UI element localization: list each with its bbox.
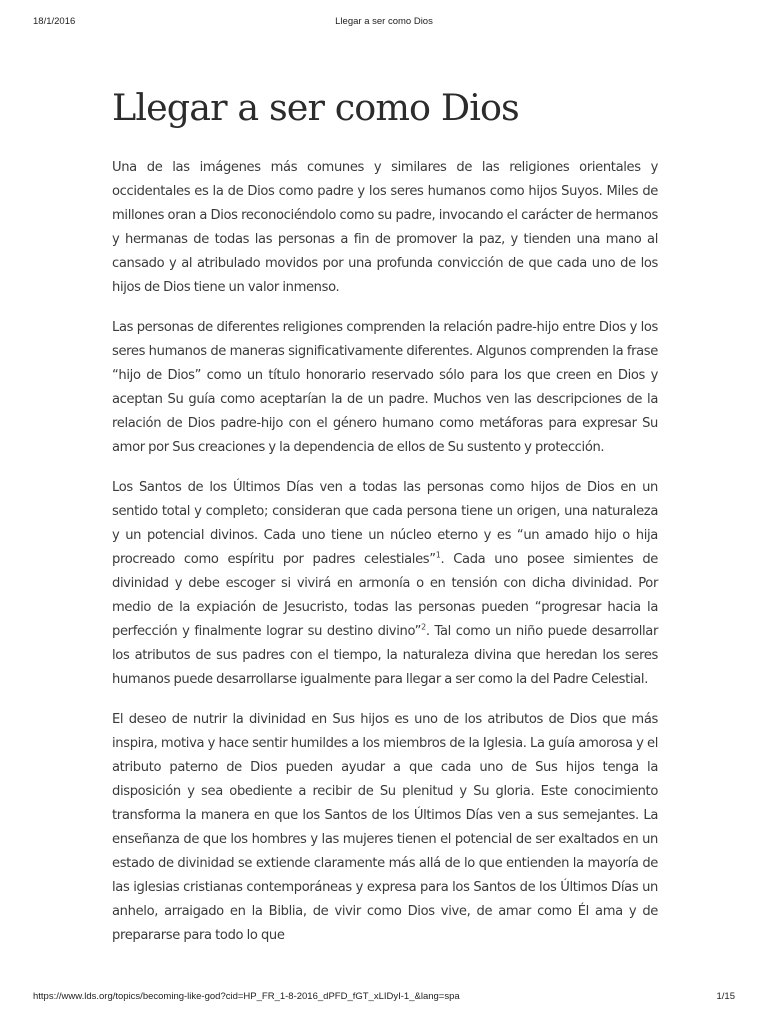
footnote-ref-2: 2 (421, 622, 426, 632)
paragraph-2: Las personas de diferentes religiones comprenden la relación padre-hijo entre Dios y los seres humanos de maneras significativamente diferentes. Algunos comprenden la frase “hijo de Dios” como un título honorario reservado sólo para los que creen en Dios y aceptan Su guía como aceptarían la de un padre. Muchos ven las descripciones de la relación de Dios padre-hijo con el género humano como metáforas para expresar Su amor por Sus creaciones y la dependencia de ellos de Su sustento y protección. (112, 320, 658, 455)
paragraph-4: El deseo de nutrir la divinidad en Sus hijos es uno de los atributos de Dios que más inspira, motiva y hace sentir humildes a los miembros de la Iglesia. La guía amorosa y el atributo paterno de Dios pueden ayudar a que cada uno de Sus hijos tenga la disposición y sea obediente a recibir de Su plenitud y Su gloria. Este conocimiento transforma la manera en que los Santos de los Últimos Días ven a sus semejantes. La enseñanza de que los hombres y las mujeres tienen el potencial de ser exaltados en un estado de divinidad se extiende claramente más allá de lo que entienden la mayoría de las iglesias cristianas contemporáneas y expresa para los Santos de los Últimos Días un anhelo, arraigado en la Biblia, de vivir como Dios vive, de amar como Él ama y de prepararse para todo lo que (112, 712, 658, 943)
paragraph-3 (112, 476, 658, 692)
print-footer (33, 991, 735, 1005)
source-url: https://www.lds.org/topics/becoming-like-god?cid=HP_FR_1-8-2016_dPFD_fGT_xLIDyI-1_&lang=spa (33, 991, 460, 1002)
paragraph-3-part-b: . Cada uno posee simientes de divinidad y debe escoger si vivirá en armonía o en tensión con dicha divinidad. Por medio de la expiación de Jesucristo, todas las personas pueden “progresar hacia la perfección y finalmente lograr su destino divino” (112, 552, 659, 639)
footnote-ref-1: 1 (435, 550, 441, 560)
article (112, 82, 658, 964)
article-title: Llegar a ser como Dios (112, 86, 519, 129)
paragraph-3-part-c: . Tal como un niño puede desarrollar los atributos de sus padres con el tiempo, la naturaleza divina que heredan los seres humanos puede desarrollarse igualmente para llegar a ser como la del Padre Celestial. (112, 624, 658, 687)
paragraph-1: Una de las imágenes más comunes y similares de las religiones orientales y occidentales es la de Dios como padre y los seres humanos como hijos Suyos. Miles de millones oran a Dios reconociéndolo como su padre, invocando el carácter de hermanos y hermanas de todas las personas a fin de promover la paz, y tienden una mano al cansado y al atribulado movidos por una profunda convicción de que cada uno de los hijos de Dios tiene un valor inmenso. (112, 160, 658, 295)
print-header (33, 16, 735, 30)
print-date: 18/1/2016 (33, 16, 76, 27)
print-doc-title: Llegar a ser como Dios (335, 16, 433, 27)
page-number: 1/15 (716, 991, 735, 1002)
paragraph-3-part-a: Los Santos de los Últimos Días ven a todas las personas como hijos de Dios en un sentido total y completo; consideran que cada persona tiene un origen, una naturaleza y un potencial divinos. Cada uno tiene un núcleo eterno y es “un amado hijo o hija procreado como espíritu por padres celestiales” (112, 480, 658, 567)
